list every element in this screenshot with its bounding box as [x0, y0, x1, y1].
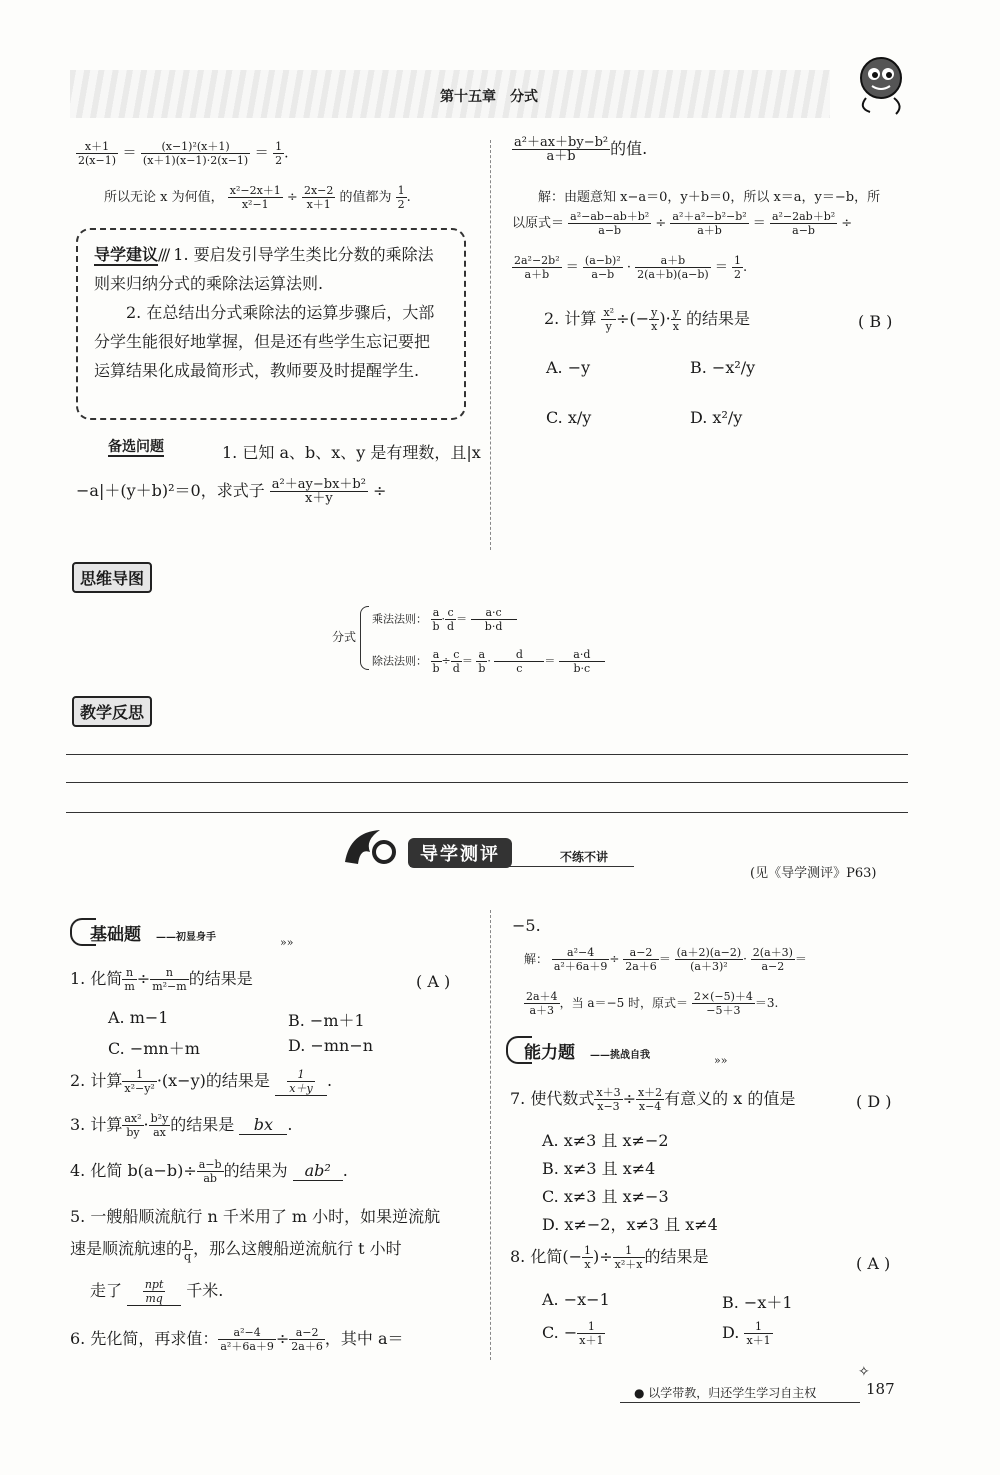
continuation-equation: $\frac{x+1}{2(x-1)}$ ＝ $\frac{\text{(x−1)²(x＋1)}}{(x+1)(x-1)\cdot 2(x-1)}$ ＝ $\frac{1}{2}$ .: [78, 140, 289, 167]
basic-q1: 1. 化简 $\frac{n}{m}$ ÷ $\frac{n}{\text{m²−m}}$ 的结果是: [70, 966, 253, 993]
ability-subtitle: ——挑战自我: [590, 1050, 650, 1061]
guide-p2: 2. 在总结出分式乘除法的运算步骤后，大部分学生能很好地掌握，但是还有些学生忘记要把运算结果化成最简形式，教师要及时提醒学生.: [94, 303, 435, 380]
q7-option-a: A. x≠3 且 x≠−2: [542, 1131, 669, 1150]
q7-answer: ( D ): [856, 1092, 892, 1111]
basic-subtitle: ——初显身手: [156, 932, 216, 943]
column-divider-bottom: [490, 910, 492, 1360]
flame-emblem-icon: [340, 822, 410, 872]
q8-option-c: C. − $\frac{1}{x+1}$: [542, 1320, 604, 1347]
mind-map-label: 思维导图: [72, 562, 152, 593]
basic-q2: 2. 计算 $\frac{1}{\text{x²−y²}}$ ·(x−y)的结果是 $\frac{1}{x+y}$ .: [70, 1068, 333, 1095]
backup-label: 备选问题: [108, 439, 164, 455]
q7-option-b: B. x≠3 且 x≠4: [542, 1159, 656, 1178]
q8-option-d: D. $\frac{1}{x+1}$: [722, 1320, 771, 1347]
right-q6-solution-1: 解： $\frac{\text{a²−4}}{\text{a²＋6a＋9}}$ ÷ $\frac{a-2}{2a+6}$ ＝ $\frac{(a+2)(a-2)}{\text{(a＋3)²}}$ · $\frac{2(a+3)}{a-2}$ ＝: [524, 946, 807, 973]
reflection-line-2: [66, 782, 908, 783]
q8-option-a: A. −x−1: [542, 1290, 610, 1309]
conclusion-line: 所以无论 x 为何值， $\frac{\text{x²−2x＋1}}{\text{x²−1}}$ ÷ $\frac{2x-2}{x+1}$ 的值都为 $\frac{1}{2}$ .: [104, 184, 411, 211]
q8-answer: ( A ): [856, 1254, 891, 1273]
backup-q1-line2: −a|＋(y＋b)²＝0，求式子 $\frac{\text{a²＋ay−bx＋b²}}{x+y}$ ÷: [76, 477, 387, 506]
test-banner-title: 导学测评: [408, 838, 512, 868]
backup-label-wrap: [108, 436, 164, 456]
mind-map-brace: [360, 606, 369, 670]
q8-option-b: B. −x＋1: [722, 1293, 793, 1312]
basic-q3: 3. 计算 $\frac{\text{ax²}}{by}$ · $\frac{\text{b²y}}{ax}$ 的结果是 bx .: [70, 1112, 293, 1139]
q8-stem: 8. 化简(− $\frac{1}{x}$ )÷ $\frac{1}{\text{x²＋x}}$ 的结果是: [510, 1244, 709, 1271]
column-divider-top: [490, 140, 492, 550]
guide-p1: 1. 要启发引导学生类比分数的乘除法则来归纳分式的乘除法运算法则.: [94, 245, 434, 293]
right-solution-line1: 解：由题意知 x−a＝0，y＋b＝0，所以 x＝a，y＝−b，所: [538, 190, 881, 205]
right-q6-solution-2: $\frac{2a+4}{a+3}$ ，当 a＝−5 时，原式＝ $\frac{2\times(-5)+4}{-5+3}$ ＝3.: [526, 990, 779, 1017]
test-reference: (见《导学测评》P63): [750, 866, 877, 881]
basic-arrows: »»: [280, 936, 294, 949]
footer-slogan: ● 以学带教，归还学生学习自主权: [634, 1386, 817, 1400]
basic-q1-answer: ( A ): [416, 972, 451, 991]
right-q2-answer: ( B ): [858, 312, 893, 331]
ability-arrows: »»: [714, 1054, 728, 1067]
q7-option-d: D. x≠−2，x≠3 且 x≠4: [542, 1215, 718, 1234]
basic-q4: 4. 化简 b(a−b)÷ $\frac{a-b}{ab}$ 的结果为 ab² .: [70, 1158, 348, 1185]
right-q2: 2. 计算 $\frac{\text{x²}}{y}$ ÷(− $\frac{y}{x}$ )· $\frac{y}{x}$ 的结果是: [544, 306, 751, 333]
basic-q5-l3: 走了 $\frac{\text{npt}}{mq}$ 千米.: [90, 1278, 224, 1305]
mascot-icon: [848, 52, 914, 112]
q2-option-d: D. x²/y: [690, 408, 743, 427]
guide-suggestion-box: 导学建议/// 1. 要启发引导学生类比分数的乘除法则来归纳分式的乘除法运算法则. 2. 在总结出分式乘除法的运算步骤后，大部分学生能很好地掌握，但是还有些学生忘记要把运算结果化成最简形式，教师要及时提醒学生.: [76, 228, 466, 420]
q2-option-a: A. −y: [546, 358, 591, 377]
basic-title: 基础题: [90, 925, 141, 945]
reflection-label: 教学反思: [72, 696, 152, 727]
reflection-line-1: [66, 754, 908, 755]
q2-option-c: C. x/y: [546, 408, 592, 427]
basic-q1-opt-d: D. −mn−n: [288, 1036, 374, 1055]
guide-label: 导学建议: [94, 245, 159, 264]
basic-q6: 6. 先化简，再求值： $\frac{\text{a²−4}}{\text{a²＋6a＋9}}$ ÷ $\frac{a-2}{2a+6}$ ，其中 a＝: [70, 1326, 404, 1353]
mind-map-root: 分式: [332, 630, 357, 644]
right-solution-line3: $\frac{\text{2a²−2b²}}{a+b}$ ＝ $\frac{\text{(a−b)²}}{a-b}$ · $\frac{a+b}{2(a+b)(a-b)}$ ＝ $\frac{1}{2}$ .: [514, 254, 748, 281]
sparkle-icon: ✧: [858, 1364, 870, 1380]
footer-rule: [620, 1402, 860, 1403]
basic-q5-l1: 5. 一艘船顺流航行 n 千米用了 m 小时，如果逆流航: [70, 1207, 441, 1226]
mind-map-mult: 乘法法则： $\frac{a}{b}$ · $\frac{c}{d}$ ＝ $\frac{a\cdot c}{b\cdot d}$: [372, 606, 517, 633]
q7-stem: 7. 使代数式 $\frac{x+3}{x-3}$ ÷ $\frac{x+2}{x-4}$ 有意义的 x 的值是: [510, 1086, 796, 1113]
q7-option-c: C. x≠3 且 x≠−3: [542, 1187, 669, 1206]
basic-q5-l2: 速是顺流航速的 $\frac{p}{q}$ ，那么这艘船逆流航行 t 小时: [70, 1236, 402, 1263]
mind-map-div: 除法法则： $\frac{a}{b}$ ÷ $\frac{c}{d}$ ＝ $\frac{a}{b}$ · $\frac{d}{c}$ ＝ $\frac{a\cdot d}{b\cdot c}$: [372, 648, 605, 675]
banner-underline: [410, 866, 634, 867]
backup-q1-line1: 1. 已知 a、b、x、y 是有理数，且|x: [222, 443, 481, 462]
right-q6-cont: −5.: [512, 916, 541, 935]
basic-q1-opt-a: A. m−1: [108, 1008, 169, 1027]
right-cont: $\frac{\text{a²＋ax＋by−b²}}{a+b}$ 的值.: [514, 135, 648, 164]
ability-title: 能力题: [524, 1043, 575, 1063]
page-number: 187: [866, 1380, 895, 1398]
basic-q1-opt-c: C. −mn＋m: [108, 1039, 200, 1058]
test-banner-subtitle: 不练不讲: [560, 850, 609, 864]
right-solution-line2: 以原式＝ $\frac{\text{a²−ab−ab＋b²}}{a-b}$ ÷ $\frac{\text{a²＋a²−b²−b²}}{a+b}$ ＝ $\frac{\text{a²−2ab＋b²}}{a-b}$ ÷: [512, 210, 853, 237]
basic-q1-opt-b: B. −m＋1: [288, 1011, 365, 1030]
q2-option-b: B. −x²/y: [690, 358, 756, 377]
chapter-title: 第十五章 分式: [440, 89, 538, 105]
reflection-line-3: [66, 812, 908, 813]
